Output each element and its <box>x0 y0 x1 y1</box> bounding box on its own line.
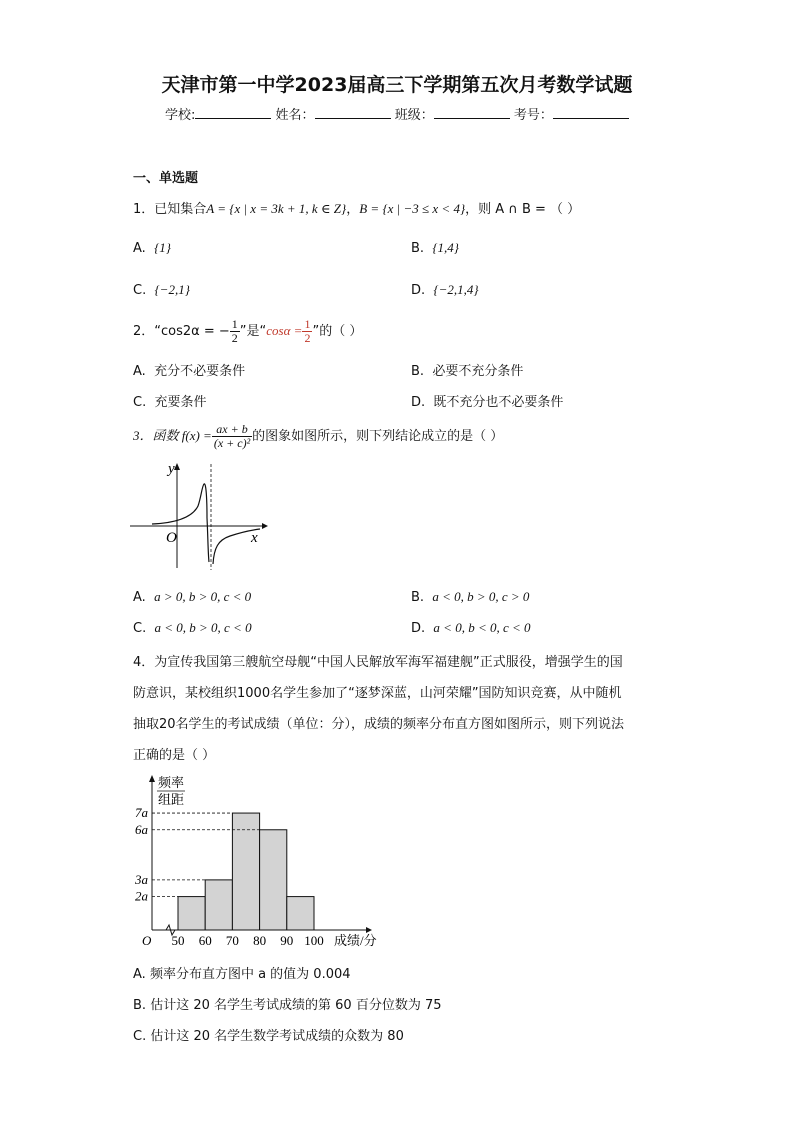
option-text: 估计这 20 名学生数学考试成绩的众数为 80 <box>150 1029 404 1044</box>
name-blank[interactable] <box>315 106 391 119</box>
option-label: A. <box>133 241 146 256</box>
origin-label: O <box>142 933 152 948</box>
q4-option-a[interactable] <box>133 963 351 982</box>
option-text: {−2,1} <box>154 282 190 297</box>
x-tick-label: 70 <box>225 933 239 948</box>
option-text: 充分不必要条件 <box>154 364 246 379</box>
histogram-bar-70-80 <box>232 813 259 930</box>
x-tick-label: 100 <box>304 933 324 948</box>
q1-option-c[interactable] <box>133 282 190 298</box>
option-text: 必要不充分条件 <box>432 364 524 379</box>
q1-option-b[interactable] <box>411 240 459 256</box>
histogram-bar-90-100 <box>287 897 314 930</box>
curve-left-branch <box>152 484 209 562</box>
section-title: 一、单选题 <box>133 171 199 186</box>
q2-option-b[interactable] <box>411 360 523 379</box>
q3-function-graph <box>130 458 270 570</box>
q1-sep: ， <box>346 202 360 217</box>
q3-option-d[interactable] <box>411 620 531 636</box>
class-label: 班级： <box>394 108 434 123</box>
question-1-stem <box>133 198 580 217</box>
numerator: ax + b <box>212 423 252 437</box>
exam-no-label: 考号： <box>513 108 553 123</box>
q3-option-c[interactable] <box>133 620 252 636</box>
question-3-stem <box>133 423 503 450</box>
option-label: D. <box>411 395 426 410</box>
x-tick-label: 50 <box>171 933 185 948</box>
y-tick-label: 7a <box>135 805 148 821</box>
option-text: 既不充分也不必要条件 <box>433 395 564 410</box>
name-label: 姓名： <box>275 108 315 123</box>
option-label: D. <box>411 621 426 636</box>
y-label-bottom: 组距 <box>158 792 185 807</box>
histogram-bar-80-90 <box>260 830 287 930</box>
q3-option-b[interactable] <box>411 589 529 605</box>
school-label: 学校: <box>165 108 196 123</box>
q2-middle: ”是“ <box>239 324 267 339</box>
option-text: a < 0, b < 0, c < 0 <box>433 620 531 635</box>
option-text: a > 0, b > 0, c < 0 <box>154 589 252 604</box>
y-axis-arrow-icon <box>174 463 180 470</box>
exam-title: 天津市第一中学2023届高三下学期第五次月考数学试题 <box>161 74 633 96</box>
y-label-top: 频率 <box>158 775 185 790</box>
y-tick-label: 6a <box>135 821 148 837</box>
frequency-histogram <box>128 770 398 952</box>
y-tick-label: 2a <box>135 888 148 904</box>
option-text: {−2,1,4} <box>433 282 479 297</box>
q2-option-c[interactable] <box>133 391 207 410</box>
q3-fraction <box>212 423 252 450</box>
question-4-line-4: 正确的是（ ） <box>133 748 216 763</box>
q3-suffix: 的图象如图所示，则下列结论成立的是（ ） <box>252 429 504 444</box>
question-4-line-3: 抽取20名学生的考试成绩（单位：分），成绩的频率分布直方图如图所示，则下列说法 <box>133 717 625 732</box>
y-label: y <box>168 461 175 477</box>
q4-option-c[interactable] <box>133 1025 404 1044</box>
option-text: 估计这 20 名学生考试成绩的第 60 百分位数为 75 <box>150 998 442 1013</box>
q1-set-b: B = {x | −3 ≤ x < 4} <box>359 201 466 216</box>
q2-option-d[interactable] <box>411 391 563 410</box>
q4-option-b[interactable] <box>133 994 442 1013</box>
option-text: a < 0, b > 0, c < 0 <box>154 620 252 635</box>
option-text: 频率分布直方图中 a 的值为 0.004 <box>149 967 351 982</box>
option-text: a < 0, b > 0, c > 0 <box>432 589 530 604</box>
option-label: C. <box>133 395 147 410</box>
numerator: 1 <box>304 317 311 331</box>
option-text: 充要条件 <box>154 395 207 410</box>
q1-set-a: A = {x | x = 3k + 1, k ∈ Z} <box>206 201 347 216</box>
x-axis-label: 成绩/分 <box>334 933 377 948</box>
histogram-bar-60-70 <box>205 880 232 930</box>
y-axis-arrow-icon <box>149 775 155 782</box>
y-tick-label: 3a <box>135 871 148 887</box>
origin-label: O <box>166 530 177 546</box>
q3-option-a[interactable] <box>133 589 251 605</box>
q2-fraction-1 <box>230 318 240 345</box>
denominator: 2 <box>304 331 311 345</box>
student-info-row <box>165 104 629 123</box>
x-tick-label: 60 <box>198 933 212 948</box>
option-label: C. <box>133 283 147 298</box>
option-label: A. <box>133 590 146 605</box>
x-tick-label: 90 <box>280 933 294 948</box>
q2-prefix: 2．“cos2α = − <box>133 324 230 339</box>
q3-prefix: 3．函数 f(x) = <box>133 428 212 443</box>
q2-fraction-2 <box>302 318 312 345</box>
school-blank[interactable] <box>195 106 271 119</box>
x-tick-label: 80 <box>253 933 267 948</box>
option-label: C. <box>133 621 147 636</box>
option-label: A. <box>133 364 146 379</box>
option-label: B. <box>133 998 147 1013</box>
q1-prefix: 1．已知集合 <box>133 202 207 217</box>
question-4-line-2: 防意识，某校组织1000名学生参加了“逐梦深蓝，山河荣耀”国防知识竞赛，从中随机 <box>133 686 622 701</box>
exam-no-blank[interactable] <box>553 106 629 119</box>
option-label: A. <box>133 967 146 982</box>
q1-option-d[interactable] <box>411 282 479 298</box>
question-2-stem <box>133 318 362 345</box>
option-label: B. <box>411 364 425 379</box>
option-text: {1} <box>154 240 171 255</box>
numerator: 1 <box>231 317 238 331</box>
option-label: C. <box>133 1029 147 1044</box>
class-blank[interactable] <box>434 106 510 119</box>
option-text: {1,4} <box>432 240 459 255</box>
q2-red-condition: cosα = <box>266 323 303 338</box>
option-label: B. <box>411 590 425 605</box>
q2-suffix: ”的（ ） <box>312 324 363 339</box>
option-label: D. <box>411 283 426 298</box>
denominator: (x + c)² <box>213 436 251 450</box>
histogram-bar-50-60 <box>178 897 205 930</box>
q2-option-a[interactable] <box>133 360 245 379</box>
q1-option-a[interactable] <box>133 240 171 256</box>
x-axis-arrow-icon <box>262 523 268 529</box>
denominator: 2 <box>231 331 238 345</box>
q1-suffix: ，则 A ∩ B = （ ） <box>465 202 581 217</box>
option-label: B. <box>411 241 425 256</box>
question-4-line-1: 4．为宣传我国第三艘航空母舰“中国人民解放军海军福建舰”正式服役，增强学生的国 <box>133 655 623 670</box>
x-label: x <box>251 530 258 546</box>
